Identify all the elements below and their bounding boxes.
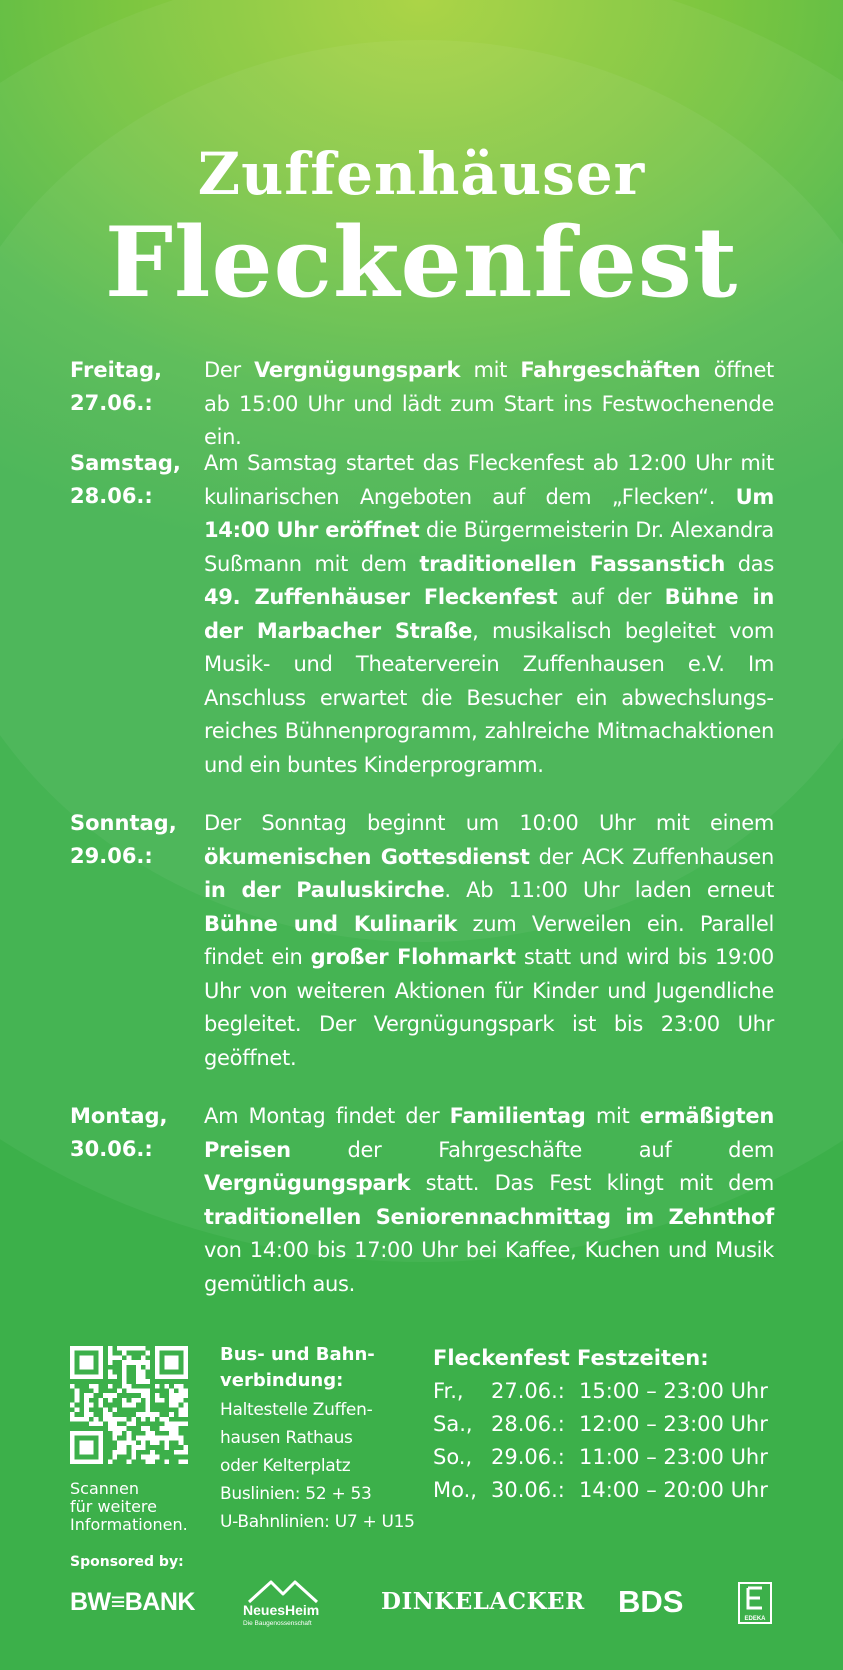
day-name: Sonntag, xyxy=(70,811,177,835)
body-text: mit xyxy=(585,1104,640,1128)
dinkelacker-logo: DINKELACKER xyxy=(381,1588,585,1615)
body-text: öffnet ab 15:00 Uhr und lädt zum Start ins Festwochenende ein. xyxy=(204,358,774,449)
highlight-text: ökumenischen Gottesdienst xyxy=(204,844,530,869)
day-description-sunday xyxy=(204,807,774,1075)
body-text: . Ab 11:00 Uhr laden erneut xyxy=(444,878,774,902)
day-date: 30.06.: xyxy=(70,1137,153,1161)
day-date: 28.06.: xyxy=(70,484,153,508)
svg-text:Die Baugenossenschaft: Die Baugenossenschaft xyxy=(243,1620,312,1627)
day-date: 27.06.: xyxy=(70,391,153,415)
day-description-monday xyxy=(204,1100,774,1301)
body-text: Am Montag findet der xyxy=(204,1104,450,1128)
body-text: mit xyxy=(460,358,521,382)
title-line-1: Zuffenhäuser xyxy=(197,140,646,208)
day-label-monday xyxy=(70,1100,200,1166)
highlight-text: traditionellen Fassanstich xyxy=(419,551,726,576)
day-name: Freitag, xyxy=(70,358,163,382)
festzeiten-title: Fleckenfest Festzeiten: xyxy=(433,1346,709,1370)
day-date: 29.06.: xyxy=(70,844,153,868)
transport-info: Haltestelle Zuffen- hausen Rathaus oder Kelterplatz Buslinien: 52 + 53 U-Bahnlinien: U7 + U15 xyxy=(220,1400,415,1532)
body-text: das xyxy=(725,551,774,576)
highlight-text: Vergnügungspark xyxy=(204,1171,411,1195)
highlight-text: in der Pauluskirche xyxy=(204,878,445,902)
festzeiten-row: So., 29.06.: 11:00 – 23:00 Uhr xyxy=(433,1445,768,1469)
body-text: die Bürgermeisterin Dr. Alexandra Sußmann mit dem xyxy=(204,518,774,576)
day-label-friday xyxy=(70,354,200,420)
body-text: , musikalisch begleitet vom Musik- und Theaterverein Zuffenhausen e.V. Im Anschluss erwartet die Besucher ein abwechslungsreiches Bühnenprogramm, zahlreiche Mitmachaktionen und ein buntes Kinderprogramm. xyxy=(204,618,774,777)
body-text: von 14:00 bis 17:00 Uhr bei Kaffee, Kuchen und Musik gemütlich aus. xyxy=(204,1238,774,1296)
day-label-sunday xyxy=(70,807,200,873)
highlight-text: 49. Zuffenhäuser Fleckenfest xyxy=(204,585,558,609)
day-description-saturday xyxy=(204,447,774,782)
bds-logo: BDS xyxy=(618,1584,684,1619)
body-text: der ACK Zuffenhausen xyxy=(529,844,774,869)
day-label-saturday xyxy=(70,447,200,513)
festzeiten-row: Sa., 28.06.: 12:00 – 23:00 Uhr xyxy=(433,1412,768,1436)
day-description-friday xyxy=(204,354,774,455)
body-text: Der xyxy=(204,358,255,382)
day-name: Samstag, xyxy=(70,451,181,475)
highlight-text: Fahrgeschäften xyxy=(520,358,701,382)
transport-title: Bus- und Bahn- verbindung: xyxy=(220,1344,375,1391)
festzeiten-row: Fr., 27.06.: 15:00 – 23:00 Uhr xyxy=(433,1379,768,1403)
body-text: Der Sonntag beginnt um 10:00 Uhr mit einem xyxy=(204,811,774,835)
qr-code[interactable] xyxy=(70,1346,188,1464)
highlight-text: großer Flohmarkt xyxy=(310,945,516,969)
highlight-text: Bühne und Kulinarik xyxy=(204,911,458,936)
highlight-text: Familientag xyxy=(449,1104,586,1128)
festzeiten-list xyxy=(433,1375,793,1507)
body-text: statt. Das Fest klingt mit dem xyxy=(410,1171,774,1195)
body-text: zum Verweilen ein. Parallel findet ein xyxy=(204,911,774,969)
neues-heim-logo xyxy=(243,1572,343,1628)
qr-caption: Scannen für weitere Informationen. xyxy=(70,1479,188,1534)
body-text: statt und wird bis 19:00 Uhr von weiteren Aktionen für Kinder und Jugendliche begleitet. Der Vergnügungspark ist bis 23:00 Uhr geöffnet. xyxy=(204,945,774,1070)
day-name: Montag, xyxy=(70,1104,168,1128)
highlight-text: Bühne in der Marbacher Straße xyxy=(204,585,774,643)
body-text: auf der xyxy=(557,585,665,609)
highlight-text: Um 14:00 Uhr eröffnet xyxy=(204,484,774,542)
title-line-2: Fleckenfest xyxy=(104,206,739,319)
festzeiten-row: Mo., 30.06.: 14:00 – 20:00 Uhr xyxy=(433,1478,768,1502)
svg-text:EDEKA: EDEKA xyxy=(744,1616,766,1622)
body-text: Am Samstag startet das Fleckenfest ab 12:00 Uhr mit kulinarischen Angeboten auf dem „Flecken“. xyxy=(204,451,774,509)
sponsored-label: Sponsored by: xyxy=(70,1554,184,1570)
highlight-text: Vergnügungspark xyxy=(254,358,461,382)
bw-bank-logo: BW≡BANK xyxy=(70,1588,195,1616)
highlight-text: traditionellen Seniorennachmittag im Zehnthof xyxy=(204,1204,774,1229)
svg-text:NeuesHeim: NeuesHeim xyxy=(243,1602,320,1618)
highlight-text: ermäßigten Preisen xyxy=(204,1104,774,1162)
body-text: der Fahrgeschäfte auf dem xyxy=(290,1137,774,1162)
edeka-logo xyxy=(738,1582,772,1624)
